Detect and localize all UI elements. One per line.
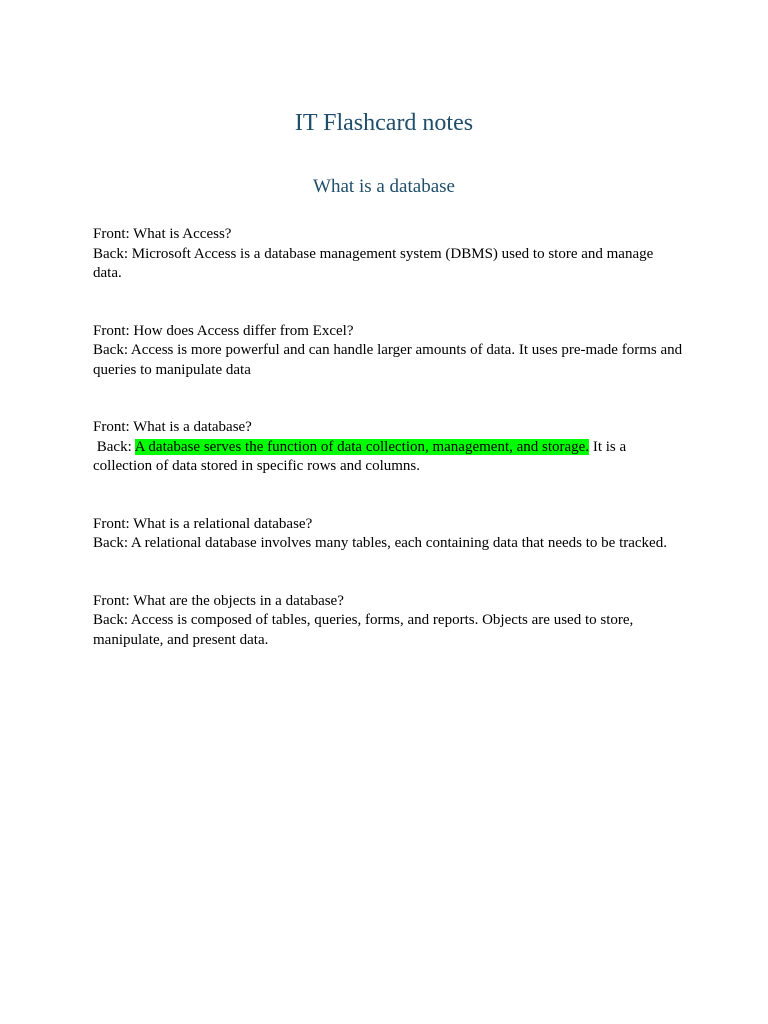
- flashcard-back: Back: A relational database involves many tables, each containing data that needs to be tracked.: [93, 535, 667, 551]
- flashcard-access-vs-excel: [93, 322, 683, 381]
- flashcard-back: Back: Access is more powerful and can handle larger amounts of data. It uses pre-made forms and queries to manipulate data: [93, 342, 683, 378]
- flashcard-front: Front: What is a relational database?: [93, 515, 313, 532]
- flashcard-list: [93, 225, 683, 650]
- document-title: IT Flashcard notes: [294, 110, 474, 136]
- flashcard-back: Back: Microsoft Access is a database management system (DBMS) used to store and manage data.: [93, 245, 654, 281]
- flashcard-back: Back: Access is composed of tables, queries, forms, and reports. Objects are used to store, manipulate, and present data.: [93, 612, 634, 648]
- flashcard-front: Front: What is a database?: [93, 419, 252, 435]
- flashcard-back-suffix: It is a collection of data stored in specific rows and columns.: [93, 438, 630, 474]
- highlighted-text: A database serves the function of data collection, management, and storage.: [134, 438, 590, 455]
- flashcard-back-prefix: Back:: [93, 438, 135, 455]
- flashcard-database: [93, 418, 683, 477]
- flashcard-front: Front: What is Access?: [93, 226, 232, 242]
- flashcard-relational-database: [93, 515, 683, 554]
- document-subtitle: What is a database: [313, 176, 455, 197]
- flashcard-front: Front: How does Access differ from Excel?: [93, 322, 354, 339]
- flashcard-back: [93, 438, 683, 477]
- flashcard-access: [93, 225, 683, 284]
- flashcard-database-objects: [93, 592, 683, 651]
- flashcard-front: Front: What are the objects in a database?: [93, 592, 344, 609]
